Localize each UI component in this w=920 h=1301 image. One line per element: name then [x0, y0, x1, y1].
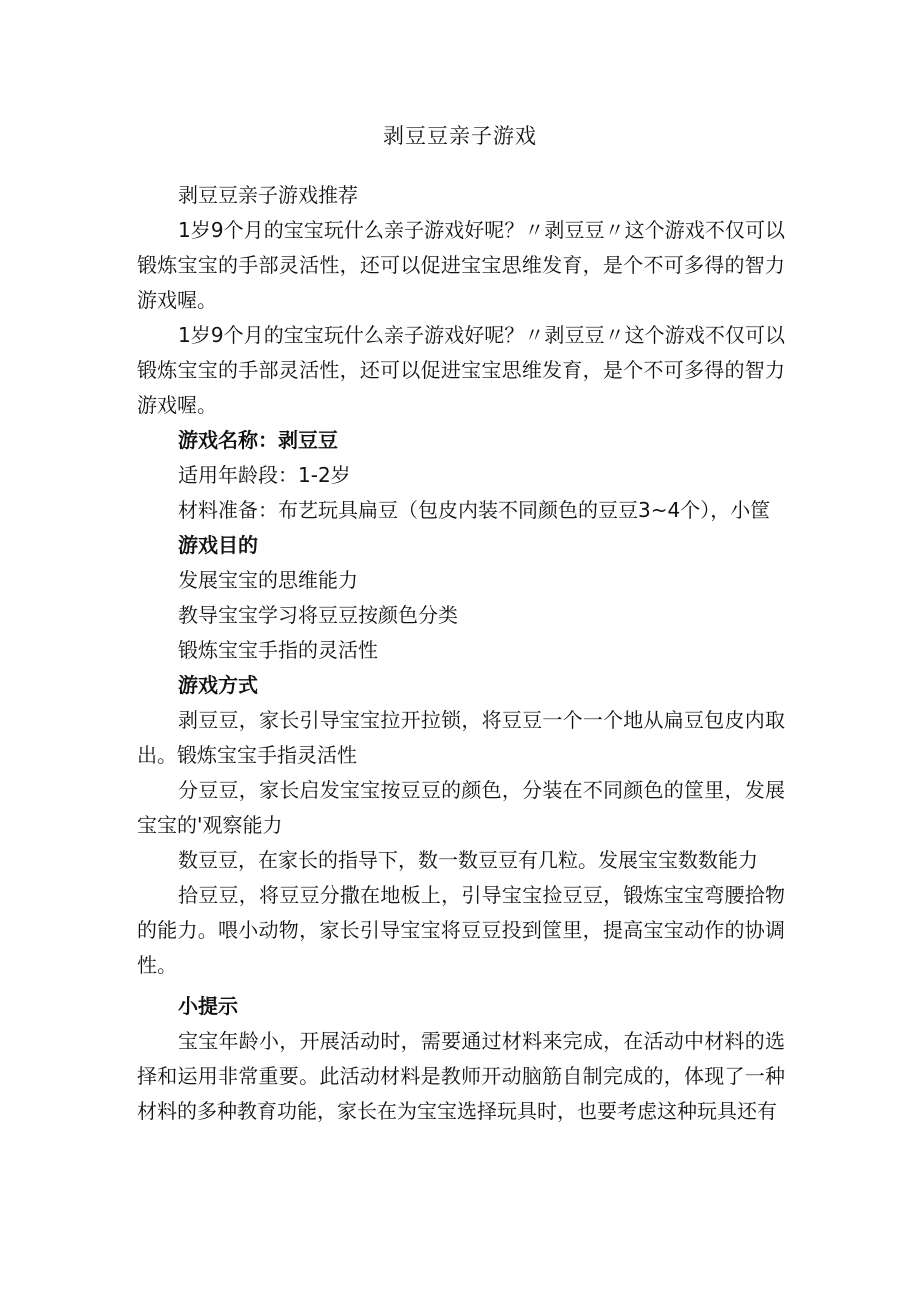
document-body [137, 178, 785, 1129]
paragraph-tips: 宝宝年龄小，开展活动时，需要通过材料来完成，在活动中材料的选择和运用非常重要。此活动材料是教师开动脑筋自制完成的，体现了一种材料的多种教育功能，家长在为宝宝选择玩具时，也要考虑这种玩具还有 [137, 1029, 785, 1123]
paragraph-description-repeat: 1岁9个月的宝宝玩什么亲子游戏好呢？〃剥豆豆〃这个游戏不仅可以锻炼宝宝的手部灵活性，还可以促进宝宝思维发育，是个不可多得的智力游戏喔。 [137, 323, 785, 417]
paragraph-purpose-2: 教导宝宝学习将豆豆按颜色分类 [178, 603, 458, 627]
paragraph-method-count: 数豆豆，在家长的指导下，数一数豆豆有几粒。发展宝宝数数能力 [178, 848, 758, 872]
heading-tips: 小提示 [178, 994, 238, 1018]
paragraph-age-range: 适用年龄段：1-2岁 [178, 463, 351, 487]
paragraph-method-sort: 分豆豆，家长启发宝宝按豆豆的颜色，分装在不同颜色的筐里，发展宝宝的'观察能力 [137, 778, 785, 837]
paragraph-intro: 剥豆豆亲子游戏推荐 [178, 183, 358, 207]
heading-game-method: 游戏方式 [178, 673, 258, 697]
paragraph-method-pick: 拾豆豆，将豆豆分撒在地板上，引导宝宝捡豆豆，锻炼宝宝弯腰拾物的能力。喂小动物，家长引导宝宝将豆豆投到筐里，提高宝宝动作的协调性。 [137, 883, 785, 977]
heading-game-purpose: 游戏目的 [178, 533, 258, 557]
document-title: 剥豆豆亲子游戏 [383, 124, 537, 148]
heading-game-name: 游戏名称：剥豆豆 [178, 428, 338, 452]
paragraph-purpose-3: 锻炼宝宝手指的灵活性 [178, 638, 378, 662]
paragraph-materials: 材料准备：布艺玩具扁豆（包皮内装不同颜色的豆豆3~4个），小筐 [178, 498, 771, 522]
paragraph-description: 1岁9个月的宝宝玩什么亲子游戏好呢？〃剥豆豆〃这个游戏不仅可以锻炼宝宝的手部灵活性，还可以促进宝宝思维发育，是个不可多得的智力游戏喔。 [137, 218, 785, 312]
paragraph-purpose-1: 发展宝宝的思维能力 [178, 568, 358, 592]
paragraph-method-peel: 剥豆豆，家长引导宝宝拉开拉锁，将豆豆一个一个地从扁豆包皮内取出。锻炼宝宝手指灵活性 [137, 708, 785, 767]
